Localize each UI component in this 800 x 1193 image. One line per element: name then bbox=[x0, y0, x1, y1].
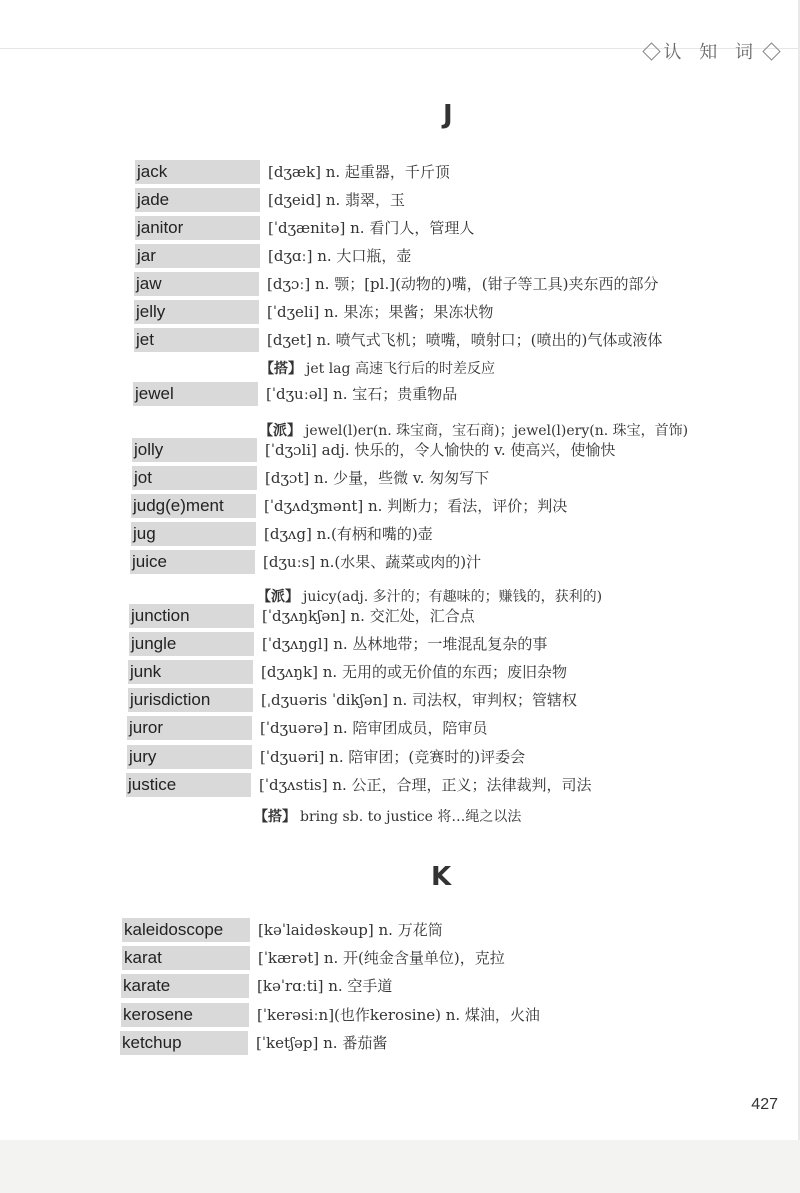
entry-justice bbox=[126, 773, 800, 797]
entry-jar bbox=[135, 244, 800, 268]
section-letter-j: J bbox=[443, 100, 453, 130]
definition: [kəˈlaidəskəup] n. 万花筒 bbox=[258, 921, 443, 939]
entry-kerosene bbox=[121, 1003, 800, 1027]
headword: jack bbox=[135, 160, 260, 184]
entry-jelly bbox=[134, 300, 800, 324]
headword: jet bbox=[134, 328, 259, 352]
definition: [ˈketʃəp] n. 番茄酱 bbox=[256, 1034, 388, 1052]
headword: juror bbox=[127, 716, 252, 740]
headword: jewel bbox=[133, 382, 258, 406]
page-header bbox=[645, 38, 778, 64]
entry-juice bbox=[130, 550, 800, 574]
headword: junk bbox=[128, 660, 253, 684]
definition: [ˈdʒeli] n. 果冻；果酱；果冻状物 bbox=[267, 303, 494, 321]
definition: [kəˈrɑːti] n. 空手道 bbox=[257, 977, 393, 995]
headword: jelly bbox=[134, 300, 259, 324]
note-collocation bbox=[260, 358, 495, 378]
definition: [dʒʌŋk] n. 无用的或无价值的东西；废旧杂物 bbox=[261, 663, 567, 681]
definition: [ˈkærət] n. 开(纯金含量单位)，克拉 bbox=[258, 949, 505, 967]
definition: [ˌdʒuəris ˈdikʃən] n. 司法权，审判权；管辖权 bbox=[261, 691, 578, 709]
definition: [ˈdʒʌŋgl] n. 丛林地带；一堆混乱复杂的事 bbox=[262, 635, 548, 653]
headword: justice bbox=[126, 773, 251, 797]
definition: [dʒɔt] n. 少量，些微 v. 匆匆写下 bbox=[265, 469, 490, 487]
headword: judg(e)ment bbox=[131, 494, 256, 518]
section-letter-k: K bbox=[431, 862, 452, 892]
headword: janitor bbox=[135, 216, 260, 240]
diamond-icon bbox=[762, 42, 780, 60]
entry-jurisdiction bbox=[128, 688, 800, 712]
note-collocation bbox=[254, 806, 521, 826]
definition: [ˈdʒʌdʒmənt] n. 判断力；看法，评价；判决 bbox=[264, 497, 568, 515]
definition: [ˈdʒuːəl] n. 宝石；贵重物品 bbox=[266, 385, 458, 403]
definition: [ˈdʒuəri] n. 陪审团；(竞赛时的)评委会 bbox=[260, 748, 526, 766]
headword: karat bbox=[122, 946, 250, 970]
definition: [ˈdʒɔli] adj. 快乐的，令人愉快的 v. 使高兴，使愉快 bbox=[265, 441, 616, 459]
headword: jug bbox=[131, 522, 256, 546]
definition: [dʒet] n. 喷气式飞机；喷嘴，喷射口；(喷出的)气体或液体 bbox=[267, 331, 663, 349]
headword: jury bbox=[127, 745, 252, 769]
entry-ketchup bbox=[120, 1031, 800, 1055]
page-number: 427 bbox=[751, 1096, 778, 1113]
headword: kerosene bbox=[121, 1003, 249, 1027]
note-tag: 【搭】 bbox=[254, 809, 296, 825]
header-title: 认 知 词 bbox=[663, 42, 759, 63]
entry-jaw bbox=[134, 272, 800, 296]
entry-jolly bbox=[132, 438, 800, 462]
definition: [ˈkerəsiːn](也作kerosine) n. 煤油，火油 bbox=[257, 1006, 540, 1024]
definition: [dʒɔː] n. 颚；[pl.](动物的)嘴，(钳子等工具)夹东西的部分 bbox=[267, 275, 659, 293]
headword: jungle bbox=[129, 632, 254, 656]
note-tag: 【派】 bbox=[259, 423, 301, 439]
entry-juror bbox=[127, 716, 800, 740]
headword: jurisdiction bbox=[128, 688, 253, 712]
entry-junk bbox=[128, 660, 800, 684]
entry-karat bbox=[122, 946, 800, 970]
note-tag: 【搭】 bbox=[260, 361, 302, 377]
headword: karate bbox=[121, 974, 249, 998]
note-text: jewel(l)er(n. 珠宝商，宝石商)；jewel(l)ery(n. 珠宝，首饰) bbox=[305, 423, 689, 439]
definition: [ˈdʒuərə] n. 陪审团成员，陪审员 bbox=[260, 719, 488, 737]
note-text: juicy(adj. 多汁的；有趣味的；赚钱的，获利的) bbox=[303, 589, 603, 605]
entry-jewel bbox=[133, 382, 800, 406]
note-tag: 【派】 bbox=[257, 589, 299, 605]
definition: [ˈdʒʌstis] n. 公正，合理，正义；法律裁判，司法 bbox=[259, 776, 592, 794]
entry-jet bbox=[134, 328, 800, 352]
entry-kaleidoscope bbox=[122, 918, 800, 942]
note-derivative bbox=[259, 420, 688, 440]
entry-jot bbox=[132, 466, 800, 490]
entry-jug bbox=[131, 522, 800, 546]
headword: juice bbox=[130, 550, 255, 574]
entry-junction bbox=[129, 604, 800, 628]
entry-karate bbox=[121, 974, 800, 998]
headword: jar bbox=[135, 244, 260, 268]
entry-jade bbox=[135, 188, 800, 212]
entry-jungle bbox=[129, 632, 800, 656]
entry-janitor bbox=[135, 216, 800, 240]
headword: ketchup bbox=[120, 1031, 248, 1055]
note-text: bring sb. to justice 将…绳之以法 bbox=[300, 809, 522, 825]
note-text: jet lag 高速飞行后的时差反应 bbox=[306, 361, 495, 377]
headword: jolly bbox=[132, 438, 257, 462]
definition: [ˈdʒænitə] n. 看门人，管理人 bbox=[268, 219, 475, 237]
definition: [dʒæk] n. 起重器，千斤顶 bbox=[268, 163, 450, 181]
definition: [dʒeid] n. 翡翠，玉 bbox=[268, 191, 406, 209]
diamond-icon bbox=[642, 42, 660, 60]
definition: [dʒuːs] n.(水果、蔬菜或肉的)汁 bbox=[263, 553, 482, 571]
headword: jaw bbox=[134, 272, 259, 296]
definition: [ˈdʒʌŋkʃən] n. 交汇处，汇合点 bbox=[262, 607, 475, 625]
entry-judgement bbox=[131, 494, 800, 518]
headword: junction bbox=[129, 604, 254, 628]
definition: [dʒʌg] n.(有柄和嘴的)壶 bbox=[264, 525, 433, 543]
definition: [dʒɑː] n. 大口瓶，壶 bbox=[268, 247, 412, 265]
entry-jack bbox=[135, 160, 800, 184]
headword: jade bbox=[135, 188, 260, 212]
headword: kaleidoscope bbox=[122, 918, 250, 942]
headword: jot bbox=[132, 466, 257, 490]
note-derivative bbox=[257, 586, 602, 606]
entry-jury bbox=[127, 745, 800, 769]
